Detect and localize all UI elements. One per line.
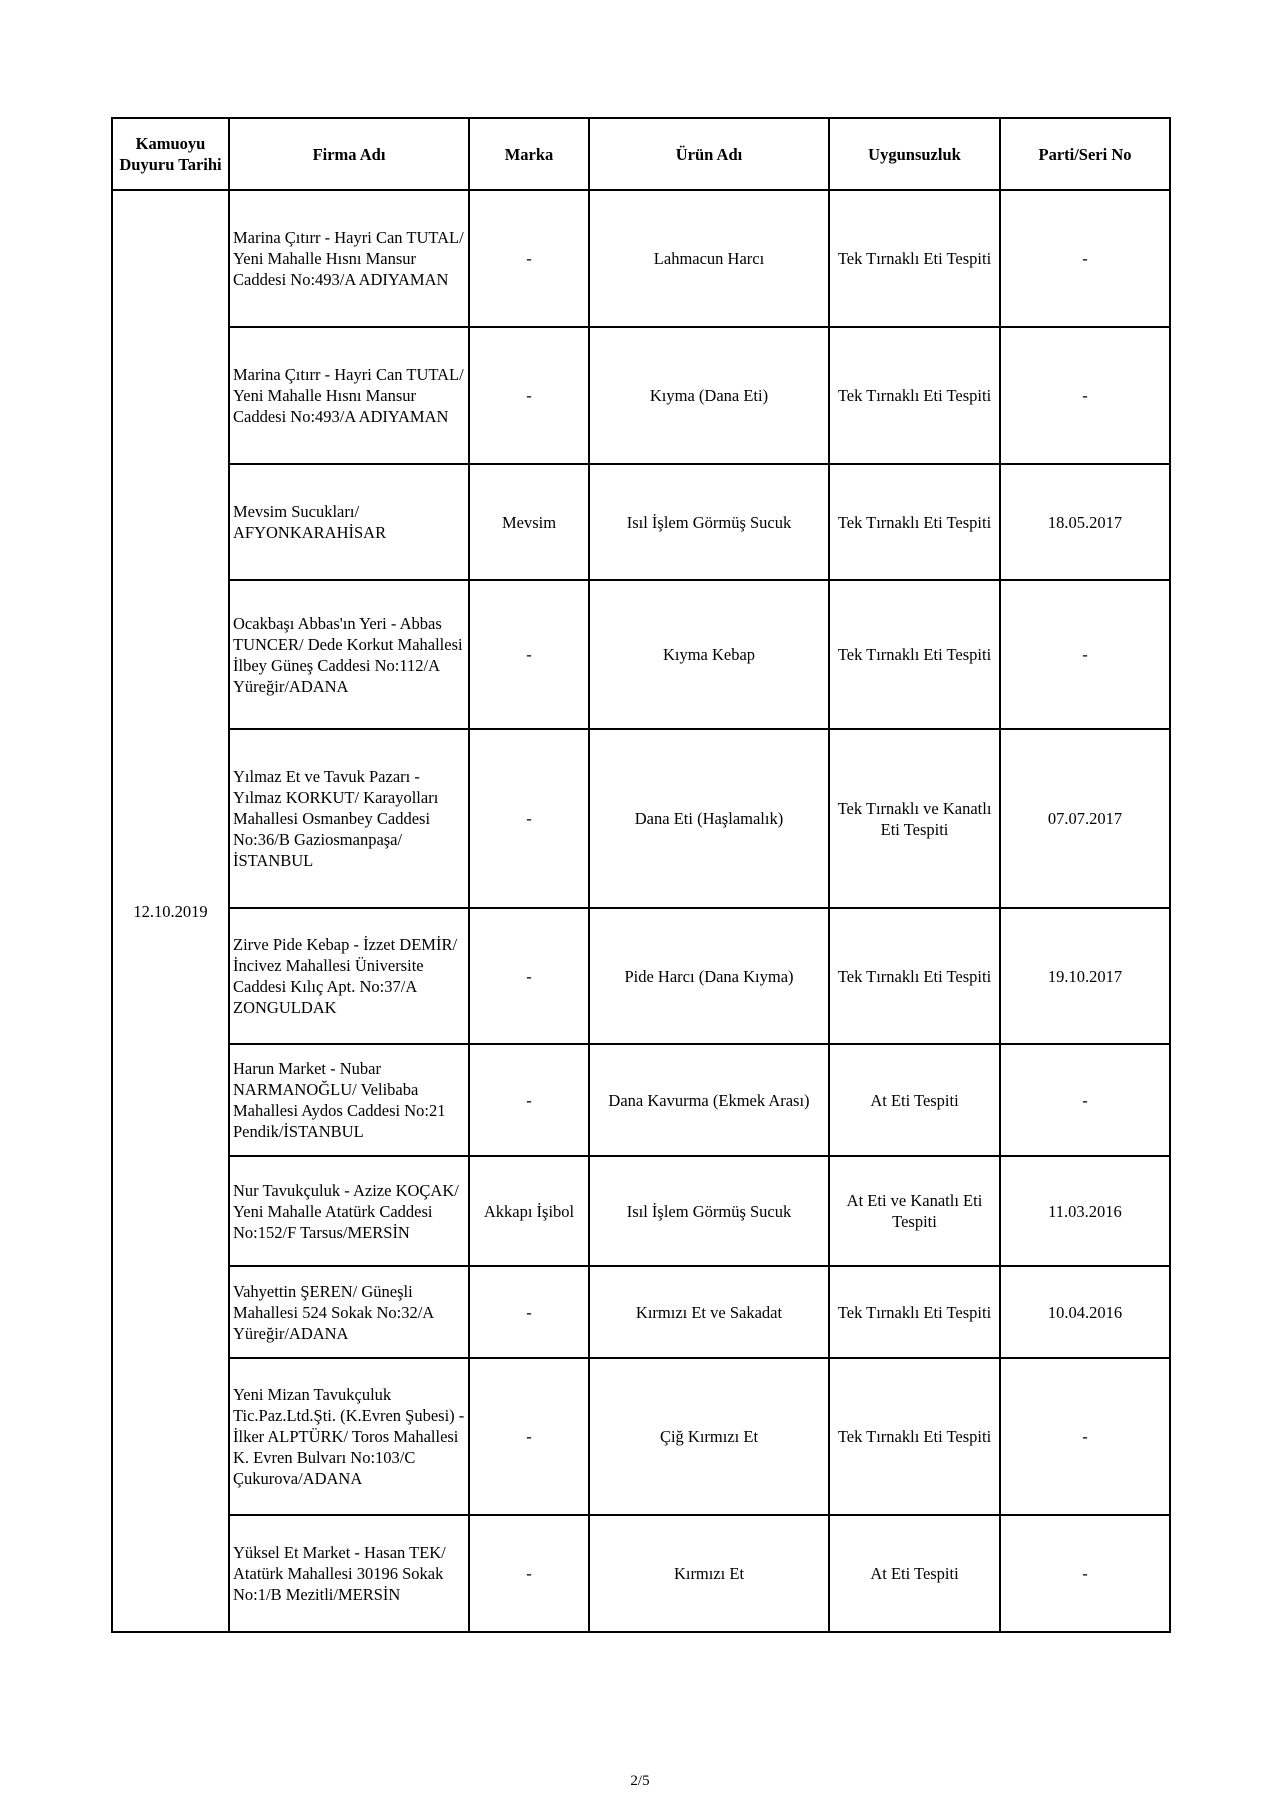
firm-cell: Harun Market - Nubar NARMANOĞLU/ Velibaba Mahallesi Aydos Caddesi No:21 Pendik/İSTANBUL bbox=[229, 1044, 469, 1156]
product-cell: Dana Eti (Haşlamalık) bbox=[589, 729, 829, 908]
nonconformity-cell: Tek Tırnaklı ve Kanatlı Eti Tespiti bbox=[829, 729, 1000, 908]
product-cell: Pide Harcı (Dana Kıyma) bbox=[589, 908, 829, 1044]
batch-cell: - bbox=[1000, 190, 1170, 327]
product-cell: Lahmacun Harcı bbox=[589, 190, 829, 327]
recall-table bbox=[111, 117, 1171, 1633]
batch-cell: - bbox=[1000, 580, 1170, 729]
table-row bbox=[112, 190, 1170, 327]
product-cell: Çiğ Kırmızı Et bbox=[589, 1358, 829, 1515]
header-batch: Parti/Seri No bbox=[1000, 118, 1170, 190]
table-row bbox=[112, 464, 1170, 580]
nonconformity-cell: At Eti ve Kanatlı Eti Tespiti bbox=[829, 1156, 1000, 1266]
table-row bbox=[112, 1515, 1170, 1632]
table-row bbox=[112, 1156, 1170, 1266]
brand-cell: - bbox=[469, 908, 589, 1044]
nonconformity-cell: Tek Tırnaklı Eti Tespiti bbox=[829, 327, 1000, 464]
firm-cell: Ocakbaşı Abbas'ın Yeri - Abbas TUNCER/ Dede Korkut Mahallesi İlbey Güneş Caddesi No:112/A Yüreğir/ADANA bbox=[229, 580, 469, 729]
header-firm: Firma Adı bbox=[229, 118, 469, 190]
brand-cell: - bbox=[469, 1515, 589, 1632]
firm-cell: Nur Tavukçuluk - Azize KOÇAK/ Yeni Mahalle Atatürk Caddesi No:152/F Tarsus/MERSİN bbox=[229, 1156, 469, 1266]
product-cell: Isıl İşlem Görmüş Sucuk bbox=[589, 464, 829, 580]
brand-cell: - bbox=[469, 1358, 589, 1515]
product-cell: Kıyma (Dana Eti) bbox=[589, 327, 829, 464]
batch-cell: - bbox=[1000, 327, 1170, 464]
product-cell: Dana Kavurma (Ekmek Arası) bbox=[589, 1044, 829, 1156]
firm-cell: Marina Çıtırr - Hayri Can TUTAL/ Yeni Mahalle Hısnı Mansur Caddesi No:493/A ADIYAMAN bbox=[229, 190, 469, 327]
table-row bbox=[112, 1044, 1170, 1156]
firm-cell: Mevsim Sucukları/ AFYONKARAHİSAR bbox=[229, 464, 469, 580]
product-cell: Isıl İşlem Görmüş Sucuk bbox=[589, 1156, 829, 1266]
page-number: 2/5 bbox=[630, 1773, 650, 1789]
table-row bbox=[112, 1266, 1170, 1358]
table-row bbox=[112, 908, 1170, 1044]
nonconformity-cell: Tek Tırnaklı Eti Tespiti bbox=[829, 908, 1000, 1044]
firm-cell: Vahyettin ŞEREN/ Güneşli Mahallesi 524 Sokak No:32/A Yüreğir/ADANA bbox=[229, 1266, 469, 1358]
firm-cell: Zirve Pide Kebap - İzzet DEMİR/ İncivez Mahallesi Üniversite Caddesi Kılıç Apt. No:37/A ZONGULDAK bbox=[229, 908, 469, 1044]
brand-cell: - bbox=[469, 1266, 589, 1358]
brand-cell: - bbox=[469, 327, 589, 464]
batch-cell: - bbox=[1000, 1044, 1170, 1156]
table-row bbox=[112, 729, 1170, 908]
firm-cell: Marina Çıtırr - Hayri Can TUTAL/ Yeni Mahalle Hısnı Mansur Caddesi No:493/A ADIYAMAN bbox=[229, 327, 469, 464]
brand-cell: Mevsim bbox=[469, 464, 589, 580]
table-row bbox=[112, 1358, 1170, 1515]
brand-cell: - bbox=[469, 729, 589, 908]
batch-cell: 18.05.2017 bbox=[1000, 464, 1170, 580]
nonconformity-cell: Tek Tırnaklı Eti Tespiti bbox=[829, 464, 1000, 580]
table-row bbox=[112, 580, 1170, 729]
nonconformity-cell: At Eti Tespiti bbox=[829, 1044, 1000, 1156]
header-nonconformity: Uygunsuzluk bbox=[829, 118, 1000, 190]
firm-cell: Yılmaz Et ve Tavuk Pazarı - Yılmaz KORKUT/ Karayolları Mahallesi Osmanbey Caddesi No:36/B Gaziosmanpaşa/İSTANBUL bbox=[229, 729, 469, 908]
batch-cell: 07.07.2017 bbox=[1000, 729, 1170, 908]
nonconformity-cell: Tek Tırnaklı Eti Tespiti bbox=[829, 1266, 1000, 1358]
nonconformity-cell: Tek Tırnaklı Eti Tespiti bbox=[829, 190, 1000, 327]
firm-cell: Yüksel Et Market - Hasan TEK/ Atatürk Mahallesi 30196 Sokak No:1/B Mezitli/MERSİN bbox=[229, 1515, 469, 1632]
header-row bbox=[112, 118, 1170, 190]
batch-cell: - bbox=[1000, 1358, 1170, 1515]
table-row bbox=[112, 327, 1170, 464]
nonconformity-cell: Tek Tırnaklı Eti Tespiti bbox=[829, 1358, 1000, 1515]
announcement-date: 12.10.2019 bbox=[112, 190, 229, 1632]
batch-cell: - bbox=[1000, 1515, 1170, 1632]
brand-cell: - bbox=[469, 1044, 589, 1156]
firm-cell: Yeni Mizan Tavukçuluk Tic.Paz.Ltd.Şti. (K.Evren Şubesi) - İlker ALPTÜRK/ Toros Mahallesi K. Evren Bulvarı No:103/C Çukurova/ADANA bbox=[229, 1358, 469, 1515]
batch-cell: 19.10.2017 bbox=[1000, 908, 1170, 1044]
product-cell: Kıyma Kebap bbox=[589, 580, 829, 729]
header-brand: Marka bbox=[469, 118, 589, 190]
brand-cell: - bbox=[469, 190, 589, 327]
product-cell: Kırmızı Et bbox=[589, 1515, 829, 1632]
nonconformity-cell: Tek Tırnaklı Eti Tespiti bbox=[829, 580, 1000, 729]
batch-cell: 10.04.2016 bbox=[1000, 1266, 1170, 1358]
brand-cell: Akkapı İşibol bbox=[469, 1156, 589, 1266]
header-date: Kamuoyu Duyuru Tarihi bbox=[112, 118, 229, 190]
brand-cell: - bbox=[469, 580, 589, 729]
product-cell: Kırmızı Et ve Sakadat bbox=[589, 1266, 829, 1358]
nonconformity-cell: At Eti Tespiti bbox=[829, 1515, 1000, 1632]
header-product: Ürün Adı bbox=[589, 118, 829, 190]
batch-cell: 11.03.2016 bbox=[1000, 1156, 1170, 1266]
